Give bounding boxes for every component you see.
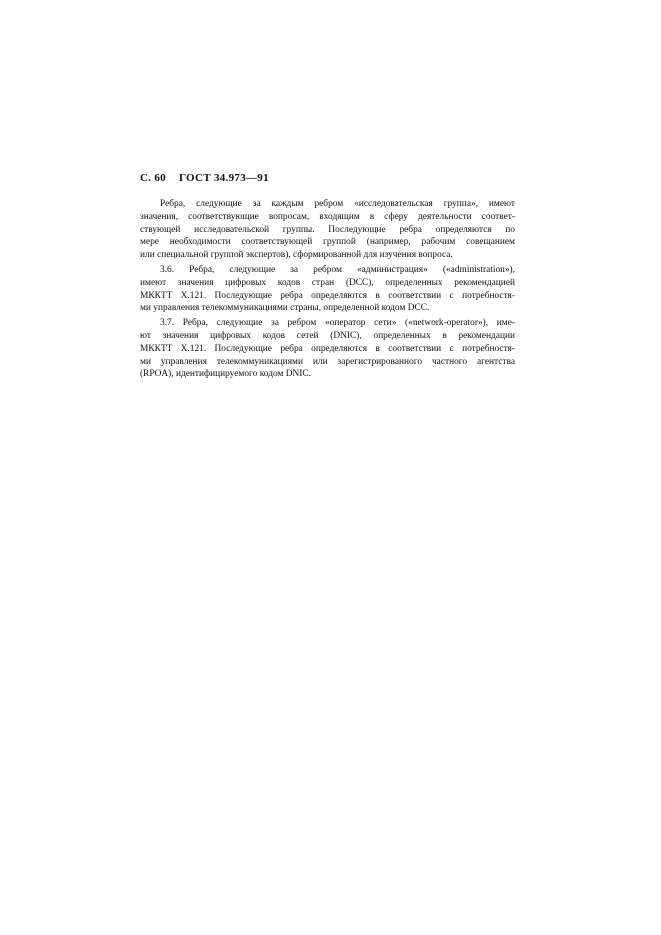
page-number: С. 60: [140, 172, 166, 184]
page-header: [140, 172, 269, 184]
text-line: значения, соответствующие вопросам, входящим в сферу деятельности соответ-: [140, 211, 515, 222]
text-line: 3.6. Ребра, следующие за ребром «администрация» («administration»),: [160, 264, 515, 275]
standard-designation: ГОСТ 34.973—91: [179, 172, 269, 184]
text-line: мере необходимости соответствующей группой (например, рабочим совещанием: [140, 237, 515, 248]
text-line: или специальной группой экспертов), сформированной для изучения вопроса.: [140, 250, 453, 261]
text-line: ствующей исследовательской группы. Последующие ребра определяются по: [140, 224, 515, 235]
text-line: ми управления телекоммуникациями страны, определенной кодом DCC.: [140, 303, 430, 314]
text-line: имеют значения цифровых кодов стран (DCC), определенных рекомендацией: [140, 277, 515, 288]
paragraph: [140, 198, 515, 262]
text-line: (RPOA), идентифицируемого кодом DNIC.: [140, 369, 312, 380]
text-line: ми управления телекоммуникациями или зарегистрированного частного агентства: [140, 356, 515, 367]
text-line: Ребра, следующие за каждым ребром «исследовательская группа», имеют: [160, 199, 515, 209]
text-line: ют значения цифровых кодов сетей (DNIC), определенных в рекомендации: [140, 330, 515, 341]
text-line: МККТТ X.121. Последующие ребра определяются в соответствии с потребностя-: [140, 290, 515, 301]
body-text: [140, 198, 515, 381]
paragraph-3-7: [140, 317, 515, 381]
paragraph-3-6: [140, 264, 515, 315]
text-line: 3.7. Ребра, следующие за ребром «оператор сети» («network-operator»), име-: [160, 318, 515, 329]
text-line: МККТТ X.121. Последующие ребра определяются в соответствии с потребностя-: [140, 343, 515, 354]
